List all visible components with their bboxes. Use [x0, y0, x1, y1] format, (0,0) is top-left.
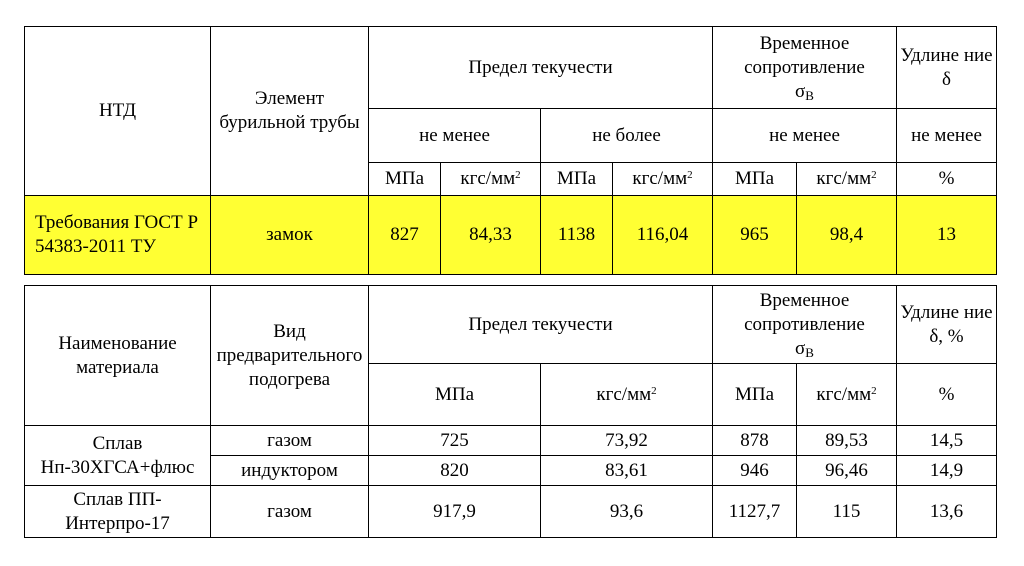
unit-percent: %	[897, 163, 997, 196]
header-material: Наименование материала	[25, 286, 211, 426]
cell-yield-max-mpa: 1138	[541, 196, 613, 275]
cell-elongation: 14,5	[897, 426, 997, 456]
cell-yield-min-mpa: 827	[369, 196, 441, 275]
header-not-less: не менее	[897, 109, 997, 163]
header-elongation: Удлине ние δ, %	[897, 286, 997, 364]
cell-tensile-kgf: 98,4	[797, 196, 897, 275]
requirements-table	[24, 26, 997, 275]
unit-kgf	[613, 163, 713, 196]
unit-mpa: МПа	[369, 364, 541, 426]
cell-material: Сплав Нп-30ХГСА+флюс	[25, 426, 211, 486]
cell-tensile-mpa: 878	[713, 426, 797, 456]
table-row	[25, 196, 997, 275]
header-element: Элемент бурильной трубы	[211, 27, 369, 196]
unit-kgf	[797, 364, 897, 426]
cell-tensile-kgf: 89,53	[797, 426, 897, 456]
unit-kgf-text: кгс/мм	[460, 168, 516, 189]
cell-element: замок	[211, 196, 369, 275]
header-tensile-line2: сопротивление	[744, 313, 865, 335]
unit-superscript: 2	[871, 384, 877, 397]
unit-kgf-text: кгс/мм	[596, 383, 652, 405]
unit-mpa: МПа	[541, 163, 613, 196]
unit-kgf	[797, 163, 897, 196]
unit-kgf-text: кгс/мм	[816, 168, 872, 189]
unit-kgf	[441, 163, 541, 196]
materials-table	[24, 285, 997, 538]
header-tensile	[713, 27, 897, 109]
header-tensile-line2: сопротивление	[744, 56, 865, 78]
cell-yield-kgf: 73,92	[541, 426, 713, 456]
header-ntd: НТД	[25, 27, 211, 196]
cell-yield-kgf: 83,61	[541, 456, 713, 486]
unit-mpa: МПа	[369, 163, 441, 196]
cell-preheat: индуктором	[211, 456, 369, 486]
cell-ntd: Требования ГОСТ Р 54383-2011 ТУ	[25, 196, 211, 275]
unit-kgf	[541, 364, 713, 426]
table-row	[25, 426, 997, 456]
header-tensile-line1: Временное	[759, 32, 850, 54]
unit-kgf-text: кгс/мм	[632, 168, 688, 189]
cell-elongation: 13	[897, 196, 997, 275]
cell-tensile-kgf: 115	[797, 486, 897, 538]
cell-elongation: 13,6	[897, 486, 997, 538]
cell-tensile-kgf: 96,46	[797, 456, 897, 486]
sigma-symbol: σ	[795, 80, 806, 102]
unit-percent: %	[897, 364, 997, 426]
cell-elongation: 14,9	[897, 456, 997, 486]
cell-yield-max-kgf: 116,04	[613, 196, 713, 275]
header-yield: Предел текучести	[369, 27, 713, 109]
header-not-less: не менее	[369, 109, 541, 163]
cell-yield-mpa: 725	[369, 426, 541, 456]
table-row	[25, 486, 997, 538]
cell-yield-mpa: 917,9	[369, 486, 541, 538]
header-not-less: не менее	[713, 109, 897, 163]
sigma-subscript: В	[805, 87, 814, 103]
unit-kgf-text: кгс/мм	[816, 383, 872, 405]
header-tensile	[713, 286, 897, 364]
header-not-more: не более	[541, 109, 713, 163]
header-yield: Предел текучести	[369, 286, 713, 364]
header-tensile-line1: Временное	[759, 289, 850, 311]
sigma-subscript: В	[805, 344, 814, 360]
unit-superscript: 2	[687, 169, 693, 181]
cell-material: Сплав ПП-Интерпро-17	[25, 486, 211, 538]
cell-tensile-mpa: 1127,7	[713, 486, 797, 538]
unit-superscript: 2	[515, 169, 521, 181]
cell-tensile-mpa: 946	[713, 456, 797, 486]
cell-preheat: газом	[211, 426, 369, 456]
cell-yield-min-kgf: 84,33	[441, 196, 541, 275]
cell-yield-kgf: 93,6	[541, 486, 713, 538]
unit-superscript: 2	[651, 384, 657, 397]
header-preheat: Вид предварительного подогрева	[211, 286, 369, 426]
header-elongation: Удлине ние δ	[897, 27, 997, 109]
unit-superscript: 2	[871, 169, 877, 181]
cell-tensile-mpa: 965	[713, 196, 797, 275]
cell-yield-mpa: 820	[369, 456, 541, 486]
unit-mpa: МПа	[713, 163, 797, 196]
unit-mpa: МПа	[713, 364, 797, 426]
sigma-symbol: σ	[795, 337, 806, 359]
cell-preheat: газом	[211, 486, 369, 538]
